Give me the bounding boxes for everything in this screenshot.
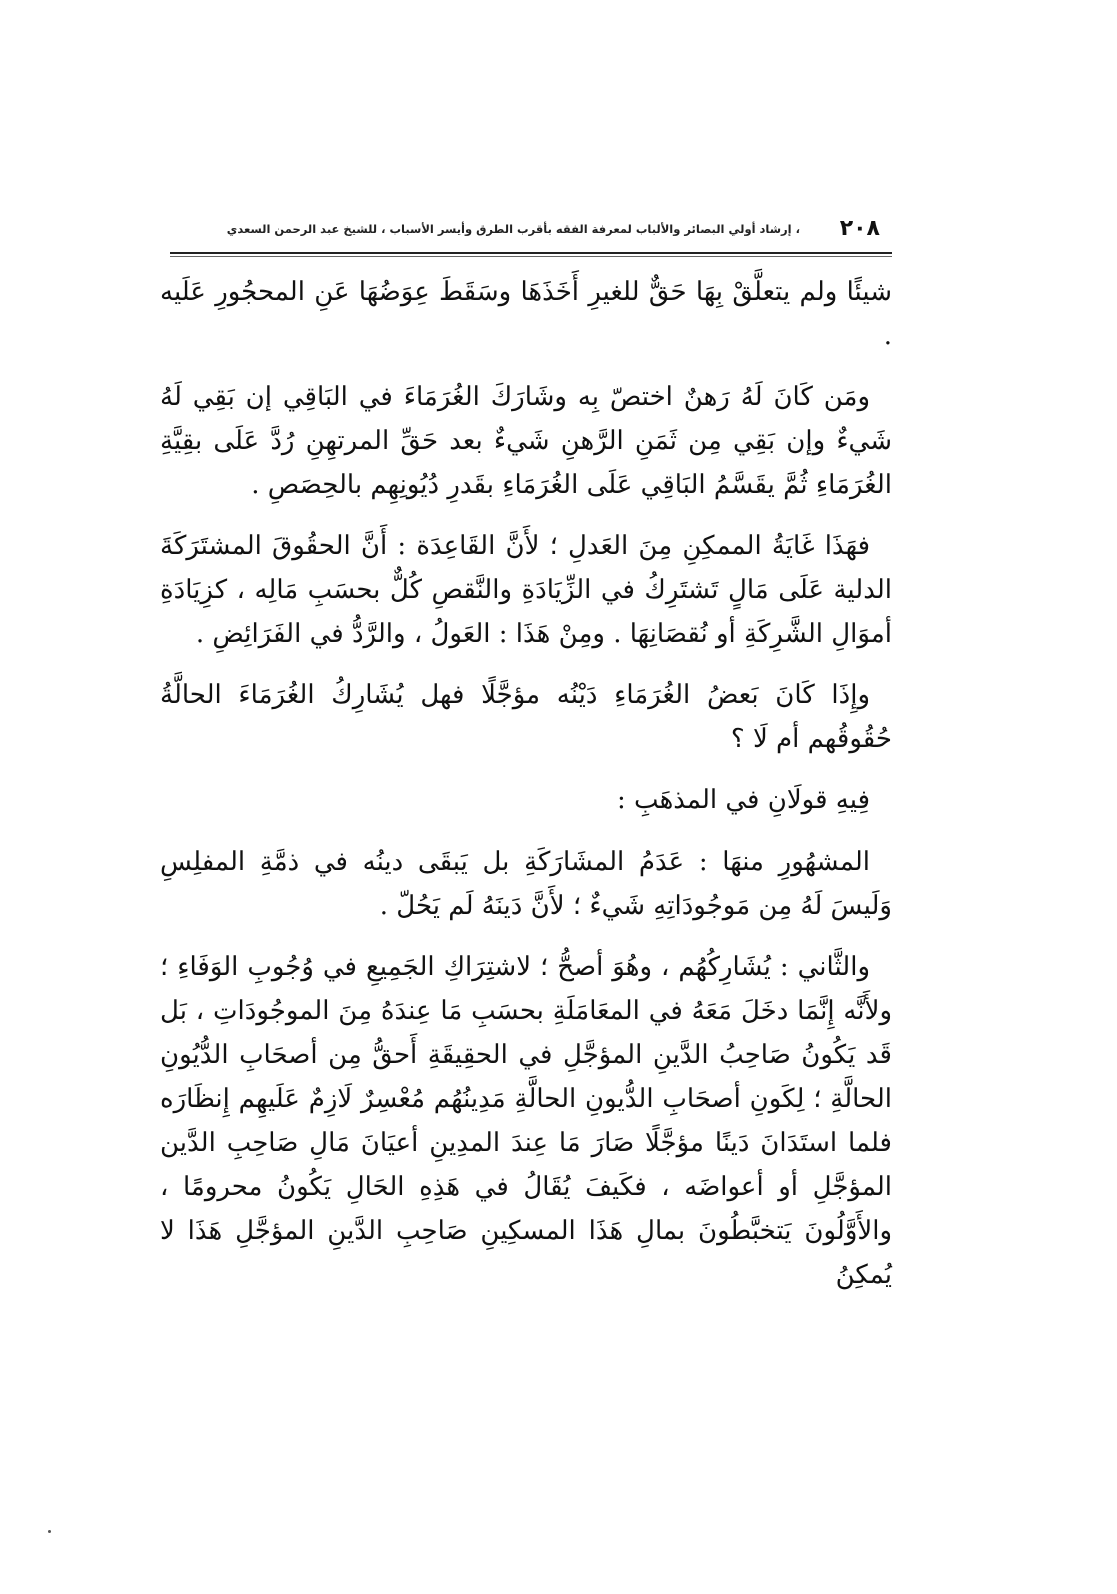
page-number: ٢٠٨ [839, 216, 880, 241]
page-header [226, 216, 890, 246]
running-title: ، إرشاد أولي البصائر والألباب لمعرفة الفقه بأقرب الطرق وأيسر الأسباب ، للشيخ عبد الرحمن السعدي [226, 222, 800, 236]
body-text [160, 270, 892, 1314]
paragraph-7: والثَّاني : يُشَارِكُهُم ، وهُوَ أصحُّ ؛ لاشتِرَاكِ الجَمِيعِ في وُجُوبِ الوَفَاءِ ؛ ولأَنَّه إِنَّمَا دخَلَ مَعَهُ في المعَامَلَةِ بحسَبِ مَا عِندَهُ مِنَ الموجُودَاتِ ، بَل قَد يَكُونُ صَاحِبُ الدَّينِ المؤجَّلِ في الحقِيقَةِ أَحقُّ مِن أصحَابِ الدُّيُونِ الحالَّةِ ؛ لِكَونِ أصحَابِ الدُّيونِ الحالَّةِ مَدِينُهُم مُعْسِرٌ لَازِمٌ عَلَيهِم إِنظَارَه فلما استَدَانَ دَينًا مؤجَّلًا صَارَ مَا عِندَ المدِينِ أعيَانَ مَالِ صَاحِبِ الدَّين المؤجَّلِ أو أعواضَه ، فكَيفَ يُقَالُ في هَذِهِ الحَالِ يَكُونُ محرومًا ، والأَوَّلُونَ يَتخبَّطُونَ بمالِ هَذَا المسكِينِ صَاحِبِ الدَّينِ المؤجَّلِ هَذَا لا يُمكِنُ [160, 952, 892, 1290]
paragraph-2: ومَن كَانَ لَهُ رَهنٌ اختصّ بِه وشَارَكَ الغُرَمَاءَ في البَاقِي إن بَقِي لَهُ شَيءٌ وإن بَقِي مِن ثَمَنِ الرَّهنِ شَيءٌ بعد حَقِّ المرتهِنِ رُدَّ عَلَى بقِيَّةِ الغُرَمَاءِ ثُمَّ يقَسَّمُ البَاقِي عَلَى الغُرَمَاءِ بقَدرِ دُيُونِهِم بالحِصَصِ . [160, 382, 892, 500]
paragraph-5-heading: فِيهِ قولَانِ في المذهَبِ : [617, 785, 870, 815]
paragraph-4: وإِذَا كَانَ بَعضُ الغُرَمَاءِ دَيْنُه مؤجَّلًا فهل يُشَارِكُ الغُرَمَاءَ الحالَّةُ حُقُوقُهم أم لَا ؟ [160, 680, 892, 754]
paragraph-3: فهَذَا غَايَةُ الممكِنِ مِنَ العَدلِ ؛ لأَنَّ القَاعِدَة : أَنَّ الحقُوقَ المشتَرَكَةَ الدلية عَلَى مَالٍ تَشتَرِكُ في الزِّيَادَةِ والنَّقصِ كُلٌّ بحسَبِ مَالِه ، كزِيَادَةِ أموَالِ الشَّرِكَةِ أو نُقصَانِهَا . ومِنْ هَذَا : العَولُ ، والرَّدُّ في الفَرَائِضِ . [160, 531, 892, 649]
paragraph-6: المشهُورِ منهَا : عَدَمُ المشَارَكَةِ بل يَبقَى دينُه في ذمَّةِ المفلِسِ وَلَيسَ لَهُ مِن مَوجُودَاتِهِ شَيءٌ ؛ لأَنَّ دَينَهُ لَم يَحُلّ . [160, 847, 892, 921]
scan-speck [48, 1530, 51, 1533]
header-rule-thin [170, 256, 892, 257]
header-rule [170, 252, 892, 254]
paragraph-1: شيئًا ولم يتعلَّقْ بِهَا حَقٌّ للغيرِ أَخَذَهَا وسَقَطَ عِوَضُهَا عَنِ المحجُورِ عَلَيه . [160, 277, 892, 351]
